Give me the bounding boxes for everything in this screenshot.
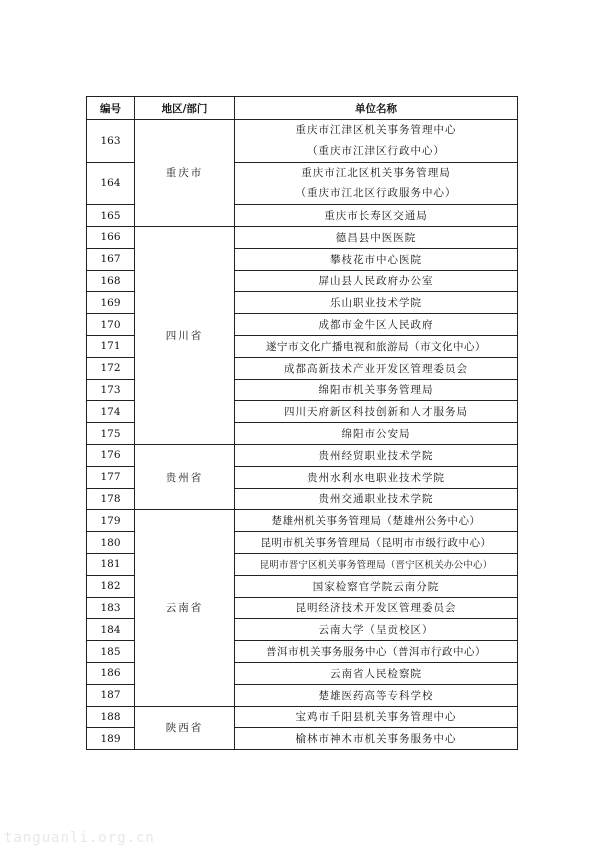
row-num: 175 (87, 423, 135, 445)
row-name: 成都市金牛区人民政府 (235, 314, 518, 336)
header-row (87, 97, 518, 120)
row-num: 172 (87, 357, 135, 379)
row-num: 183 (87, 597, 135, 619)
row-num: 173 (87, 379, 135, 401)
row-name: 榆林市神木市机关事务服务中心 (235, 728, 518, 750)
row-name-line1: 重庆市江津区机关事务管理中心 (295, 124, 457, 136)
row-num: 176 (87, 444, 135, 466)
row-name: 宝鸡市千阳县机关事务管理中心 (235, 706, 518, 728)
row-name: 贵州水利水电职业技术学院 (235, 466, 518, 488)
row-name (235, 120, 518, 163)
table-row (87, 706, 518, 728)
row-num: 179 (87, 510, 135, 532)
row-name: 昆明经济技术开发区管理委员会 (235, 597, 518, 619)
row-name: 贵州交通职业技术学院 (235, 488, 518, 510)
row-num: 166 (87, 226, 135, 248)
row-num: 163 (87, 120, 135, 163)
row-num: 189 (87, 728, 135, 750)
region-cell: 云南省 (135, 510, 235, 706)
row-num: 165 (87, 205, 135, 227)
region-cell: 陕西省 (135, 706, 235, 750)
region-cell: 四川省 (135, 226, 235, 444)
row-name: 昆明市机关事务管理局（昆明市市级行政中心） (235, 532, 518, 554)
row-name: 成都高新技术产业开发区管理委员会 (235, 357, 518, 379)
row-num: 180 (87, 532, 135, 554)
table-row (87, 226, 518, 248)
row-num: 187 (87, 684, 135, 706)
row-name: 楚雄医药高等专科学校 (235, 684, 518, 706)
row-name-line2: （重庆市江北区行政服务中心） (295, 187, 457, 200)
row-num: 182 (87, 575, 135, 597)
row-name: 普洱市机关事务服务中心（普洱市行政中心） (235, 641, 518, 663)
units-table (86, 96, 518, 750)
row-num: 177 (87, 466, 135, 488)
header-region: 地区/部门 (135, 97, 235, 120)
row-name: 四川天府新区科技创新和人才服务局 (235, 401, 518, 423)
row-name: 重庆市长寿区交通局 (235, 205, 518, 227)
row-num: 185 (87, 641, 135, 663)
row-num: 170 (87, 314, 135, 336)
row-name: 云南省人民检察院 (235, 662, 518, 684)
row-num: 178 (87, 488, 135, 510)
row-num: 171 (87, 335, 135, 357)
region-cell: 贵州省 (135, 444, 235, 509)
row-name: 绵阳市机关事务管理局 (235, 379, 518, 401)
table-row (87, 444, 518, 466)
row-name-line2: （重庆市江津区行政中心） (307, 144, 445, 157)
row-num: 188 (87, 706, 135, 728)
row-name: 楚雄州机关事务管理局（楚雄州公务中心） (235, 510, 518, 532)
row-name: 德昌县中医医院 (235, 226, 518, 248)
row-num: 168 (87, 270, 135, 292)
row-name: 贵州经贸职业技术学院 (235, 444, 518, 466)
table-row (87, 510, 518, 532)
row-num: 184 (87, 619, 135, 641)
row-name: 乐山职业技术学院 (235, 292, 518, 314)
row-name: 云南大学（呈贡校区） (235, 619, 518, 641)
row-num: 181 (87, 553, 135, 575)
row-num: 167 (87, 248, 135, 270)
row-num: 164 (87, 162, 135, 205)
row-name: 遂宁市文化广播电视和旅游局（市文化中心） (235, 335, 518, 357)
row-name: 屏山县人民政府办公室 (235, 270, 518, 292)
row-num: 186 (87, 662, 135, 684)
watermark: tanguanli.org.cn (4, 830, 155, 846)
region-cell: 重庆市 (135, 120, 235, 227)
header-name: 单位名称 (235, 97, 518, 120)
table-row (87, 120, 518, 163)
row-name: 绵阳市公安局 (235, 423, 518, 445)
row-num: 169 (87, 292, 135, 314)
row-name: 昆明市晋宁区机关事务管理局（晋宁区机关办公中心） (235, 553, 518, 575)
row-name (235, 162, 518, 205)
header-num: 编号 (87, 97, 135, 120)
row-num: 174 (87, 401, 135, 423)
row-name: 攀枝花市中心医院 (235, 248, 518, 270)
row-name-line1: 重庆市江北区机关事务管理局 (301, 166, 451, 179)
row-name: 国家检察官学院云南分院 (235, 575, 518, 597)
